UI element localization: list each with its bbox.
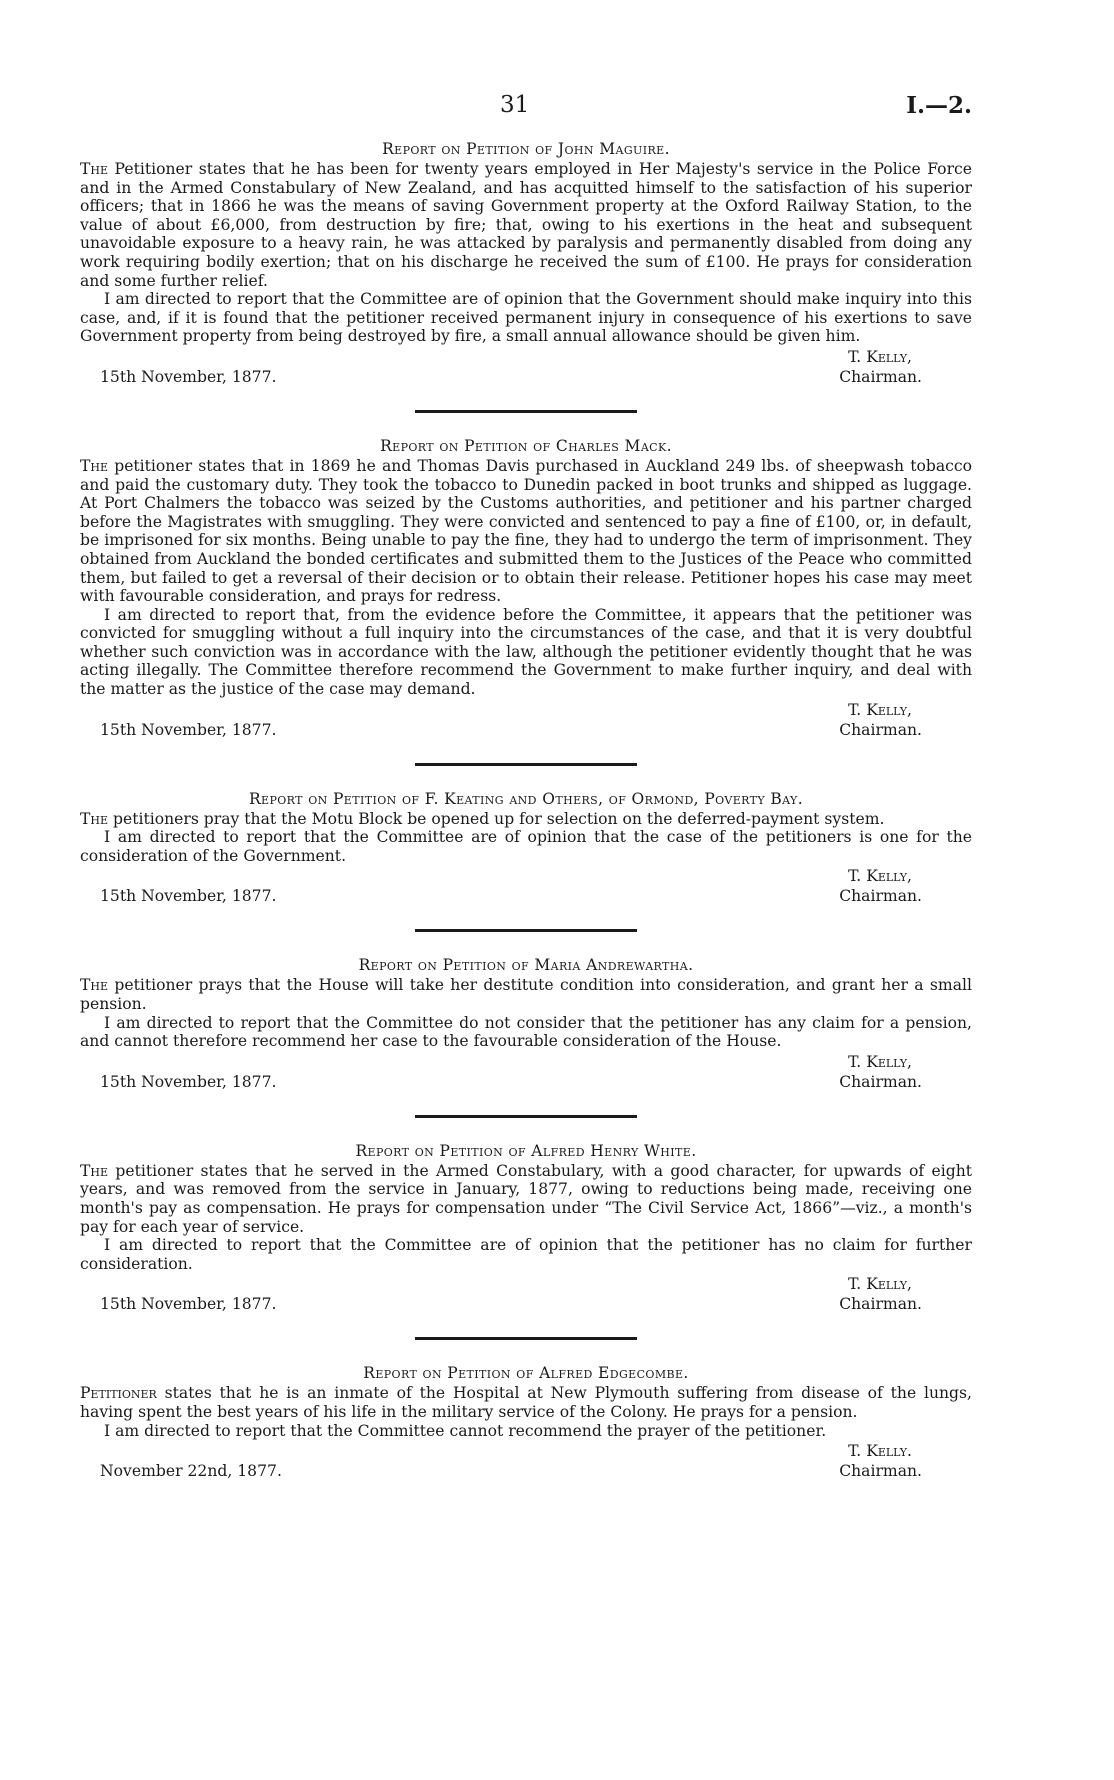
report-title: Report on Petition of F. Keating and Others, of Ormond, Poverty Bay. bbox=[248, 789, 804, 808]
section-divider bbox=[415, 929, 637, 932]
section-divider bbox=[415, 1337, 637, 1340]
petition-body: Petitioner states that he has been for twenty years employed in Her Majesty's service in the Police Force and in the Armed Constabulary of New Zealand, and has acquitted himself to the satisfaction of his superior officers; that in 1866 he was the means of saving Government property at the Oxford Railway Station, to the value of about £6,000, from destruction by fire; that, owing to his exertions in the heat and subsequent unavoidable exposure to a heavy rain, he was attacked by paralysis and permanently disabled from doing any work requiring bodily exertion; that on his discharge he received the sum of £100. He prays for consideration and some further relief. bbox=[80, 160, 972, 290]
signatory-name: T. Kelly, bbox=[848, 700, 912, 719]
signature-block bbox=[80, 1053, 972, 1097]
report-john-maguire bbox=[80, 140, 972, 392]
signatory-role: Chairman. bbox=[839, 720, 922, 739]
report-title: Report on Petition of Charles Mack. bbox=[380, 436, 672, 455]
signatory-role: Chairman. bbox=[839, 887, 922, 906]
petition-summary bbox=[80, 810, 972, 829]
page-number: 31 bbox=[500, 92, 530, 118]
signature-block bbox=[80, 1442, 972, 1486]
petition-body: petitioner prays that the House will take her destitute condition into consideration, and grant her a small pension. bbox=[80, 976, 972, 1014]
committee-finding: I am directed to report that the Committee are of opinion that the petitioner has no claim for further consideration. bbox=[80, 1236, 972, 1273]
petition-body: petitioner states that he served in the Armed Constabulary, with a good character, for upwards of eight years, and was removed from the service in January, 1877, owing to reductions being made, receiving one month's pay as compensation. He prays for compensation under “The Civil Service Act, 1866”—viz., a month's pay for each year of service. bbox=[80, 1161, 972, 1236]
signatory-name: T. Kelly, bbox=[848, 867, 912, 886]
signatory-role: Chairman. bbox=[839, 367, 922, 386]
petition-body: states that he is an inmate of the Hospital at New Plymouth suffering from disease of the lungs, having spent the best years of his life in the military service of the Colony. He prays for a pension. bbox=[80, 1384, 972, 1421]
petition-summary bbox=[80, 457, 972, 606]
petition-summary bbox=[80, 1384, 972, 1421]
signature-block bbox=[80, 348, 972, 392]
signatory-role: Chairman. bbox=[839, 1462, 922, 1481]
report-title: Report on Petition of John Maguire. bbox=[382, 140, 670, 158]
lead-word: Petitioner bbox=[80, 1384, 157, 1403]
signatory-name: T. Kelly, bbox=[848, 1052, 912, 1071]
lead-word: The bbox=[80, 809, 109, 828]
document-body bbox=[80, 140, 972, 1486]
report-title: Report on Petition of Alfred Edgecombe. bbox=[363, 1364, 689, 1383]
signature-block bbox=[80, 1275, 972, 1319]
petition-summary bbox=[80, 160, 972, 290]
lead-word: The bbox=[80, 1161, 109, 1180]
signatory-name: T. Kelly, bbox=[848, 1275, 912, 1294]
report-date: 15th November, 1877. bbox=[100, 887, 277, 906]
lead-word: The bbox=[80, 160, 109, 178]
report-date: 15th November, 1877. bbox=[100, 1072, 277, 1091]
page-header bbox=[0, 92, 1114, 122]
signatory-role: Chairman. bbox=[839, 1072, 922, 1091]
report-date: 15th November, 1877. bbox=[100, 720, 277, 739]
report-alfred-edgecombe bbox=[80, 1364, 972, 1486]
lead-word: The bbox=[80, 976, 109, 995]
report-title: Report on Petition of Maria Andrewartha. bbox=[358, 956, 694, 975]
committee-finding: I am directed to report that the Committee cannot recommend the prayer of the petitioner. bbox=[104, 1421, 827, 1440]
report-charles-mack bbox=[80, 437, 972, 745]
committee-finding: I am directed to report that the Committee are of opinion that the case of the petitioners is one for the consideration of the Government. bbox=[80, 828, 972, 865]
signatory-name: T. Kelly, bbox=[848, 347, 912, 366]
committee-finding: I am directed to report that, from the evidence before the Committee, it appears that the petitioner was convicted for smuggling without a full inquiry into the circumstances of the case, and that it is very doubtful whether such conviction was in accordance with the law, although the petitioner evidently thought that he was acting illegally. The Committee therefore recommend the Government to make further inquiry, and deal with the matter as the justice of the case may demand. bbox=[80, 605, 972, 699]
lead-word: The bbox=[80, 456, 109, 475]
section-divider bbox=[415, 763, 637, 766]
report-title: Report on Petition of Alfred Henry White. bbox=[355, 1141, 697, 1160]
signature-block bbox=[80, 701, 972, 745]
document-reference: I.—2. bbox=[906, 92, 972, 119]
report-maria-andrewartha bbox=[80, 956, 972, 1096]
petition-summary bbox=[80, 976, 972, 1013]
report-alfred-henry-white bbox=[80, 1142, 972, 1320]
signature-block bbox=[80, 867, 972, 911]
signatory-name: T. Kelly. bbox=[848, 1442, 912, 1461]
section-divider bbox=[415, 410, 637, 413]
section-divider bbox=[415, 1115, 637, 1118]
petition-body: petitioner states that in 1869 he and Thomas Davis purchased in Auckland 249 lbs. of sheepwash tobacco and paid the customary duty. They took the tobacco to Dunedin packed in boot trunks and shipped as luggage. At Port Chalmers the tobacco was seized by the Customs authorities, and petitioner and his partner charged before the Magistrates with smuggling. They were convicted and sentenced to pay a fine of £100, or, in default, be imprisoned for six months. Being unable to pay the fine, they had to undergo the term of imprisonment. They obtained from Auckland the bonded certificates and submitted them to the Justices of the Peace who committed them, but failed to get a reversal of their decision or to obtain their release. Petitioner hopes his case may meet with favourable consideration, and prays for redress. bbox=[80, 456, 972, 606]
report-f-keating bbox=[80, 790, 972, 912]
committee-finding: I am directed to report that the Committee do not consider that the petitioner has any claim for a pension, and cannot therefore recommend her case to the favourable consideration of the House. bbox=[80, 1013, 972, 1051]
report-date: 15th November, 1877. bbox=[100, 1295, 277, 1314]
signatory-role: Chairman. bbox=[839, 1295, 922, 1314]
petition-summary bbox=[80, 1162, 972, 1236]
petition-body: petitioners pray that the Motu Block be opened up for selection on the deferred-payment system. bbox=[108, 809, 885, 828]
report-date: November 22nd, 1877. bbox=[100, 1462, 282, 1481]
committee-finding: I am directed to report that the Committee are of opinion that the Government should make inquiry into this case, and, if it is found that the petitioner received permanent injury in consequence of his exertions to save Government property from being destroyed by fire, a small annual allowance should be given him. bbox=[80, 290, 972, 346]
report-date: 15th November, 1877. bbox=[100, 367, 277, 386]
